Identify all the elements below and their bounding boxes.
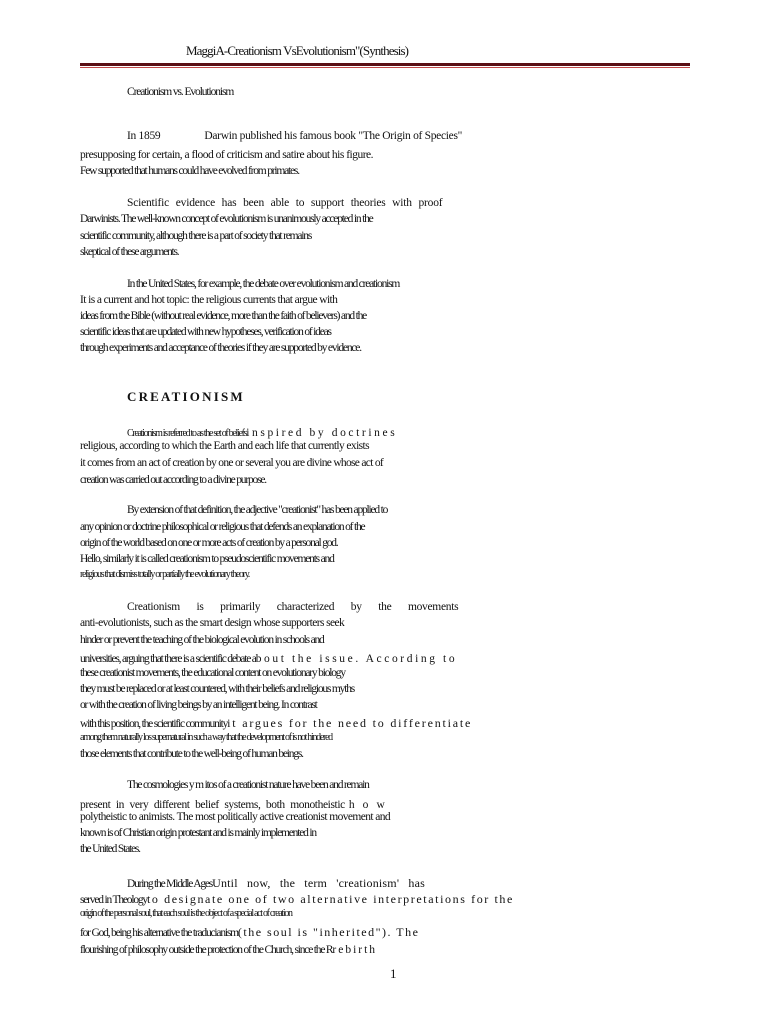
creationism-p1-line1-b: inspired by doctrines [246,427,398,439]
creationism-p5-line5-a: flourishing of philosophy outside the protection of the Church, since the R [80,944,333,956]
creationism-p3-line4 [80,649,457,667]
creationism-p5-line5 [80,940,377,958]
creationism-p3-line3: hinder or prevent the teaching of the biological evolution in schools and [80,634,324,646]
creationism-p4-line1: The cosmologies y m itos of a creationist nature have been and remain [127,779,369,791]
header-rule-accent [80,67,690,68]
intro-p1-line2: presupposing for certain, a flood of criticism and satire about his figure. [80,149,374,161]
creationism-p3-line8-b: it argues for the need to differentiate [227,716,473,730]
creationism-p5-line2-b: to designate one of two alternative interpretations for the [146,892,514,906]
creationism-p3-line6: they must be replaced or at least countered, with their beliefs and religious myths [80,683,355,695]
creationism-p2-line3: origin of the world based on one or more acts of creation by a personal god. [80,537,338,549]
intro-p3-line3: ideas from the Bible (without real evidence, more than the faith of believers) and the [80,310,367,322]
intro-p1-line1 [127,130,462,142]
creationism-p3-line5: these creationist movements, the educational content on evolutionary biology [80,667,345,679]
intro-p3-line4: scientific ideas that are updated with new hypotheses, verification of ideas [80,326,331,338]
creationism-p2-line5: religious that dismiss totally or partially the evolutionary theory. [80,569,249,580]
intro-p3-line2: It is a current and hot topic: the religious currents that argue with [80,294,338,306]
page-number: 1 [390,966,397,981]
creationism-p3-line8-a: with this position, the scientific community [80,718,228,730]
creationism-p2-line4: Hello, similarly it is called creationism to pseudoscientific movements and [80,553,334,565]
document-title: Creationism vs. Evolutionism [127,86,234,98]
creationism-p2-line2: any opinion or doctrine philosophical or religious that defends an explanation of the [80,521,365,533]
creationism-p1-line2: religious, according to which the Earth and each life that currently exists [80,440,370,452]
creationism-p1-line1 [127,423,397,441]
creationism-p1-line1-a: Creationism is referred to as the set of beliefs [127,428,247,439]
intro-p1-rest: Darwin published his famous book "The Origin of Species" [204,130,463,142]
creationism-p5-line2 [80,890,514,908]
creationism-p5-line1-b: Until now, the term 'creationism' has [212,876,425,890]
intro-p2-line4: skeptical of these arguments. [80,246,179,258]
creationism-p3-line1: Creationism is primarily characterized by the movements [127,601,459,613]
intro-p2-line1: Scientific evidence has been able to support theories with proof [127,197,443,209]
creationism-p3-line8 [80,714,472,732]
section-heading-creationism: CREATIONISM [127,389,245,404]
creationism-p3-line4-a: universities, arguing that there is a scientific debate a [80,653,256,665]
intro-p2-line3: scientific community, although there is a part of society that remains [80,230,312,242]
creationism-p3-line7: or with the creation of living beings by an intelligent being. In contrast [80,699,317,711]
running-header: MaggiA-Creationism VsEvolutionism"(Synthesis) [186,43,409,58]
creationism-p3-line9: among them naturally los supernatural in such a way that the development of is not hindered [80,732,332,743]
creationism-p1-line3: it comes from an act of creation by one or several you are divine whose act of [80,457,384,469]
creationism-p4-line3: polytheistic to animists. The most politically active creationist movement and [80,811,391,823]
creationism-p4-line2-a: present in very different belief systems, both monotheistic [80,799,345,811]
creationism-p5-line5-b: rebirth [332,944,378,956]
intro-p3-line5: through experiments and acceptance of theories if they are supported by evidence. [80,342,361,354]
creationism-p5-line4 [80,923,419,941]
intro-p1-line3: Few supported that humans could have evolved from primates. [80,165,299,177]
intro-p2-line2: Darwinists. The well-known concept of evolutionism is unanimously accepted in the [80,213,373,225]
creationism-p5-line1-a: During the Middle Ages [127,878,213,890]
creationism-p5-line3: origin of the personal soul, that each soul is the object of a special act of creation [80,908,292,919]
intro-p3-line1: In the United States, for example, the debate over evolutionism and creationism [127,278,400,290]
creationism-p4-line5: the United States. [80,843,140,855]
creationism-p5-line2-a: served in Theology [80,894,147,906]
creationism-p3-line10: those elements that contribute to the well-being of human beings. [80,748,303,760]
creationism-p3-line2: anti-evolutionists, such as the smart design whose supporters seek [80,617,345,629]
header-rule [80,63,690,66]
creationism-p4-line2-b: h o w [348,799,388,811]
intro-p1-year: In 1859 [127,130,161,142]
creationism-p5-line4-a: for God, being his alternative the traducianism [80,927,238,939]
creationism-p4-line4: known is of Christian origin protestant and is mainly implemented in [80,827,316,839]
creationism-p3-line4-b: bout the issue. According to [255,653,458,665]
creationism-p2-line1: By extension of that definition, the adjective "creationist" has been applied to [127,504,388,516]
creationism-p5-line4-b: (the soul is "inherited"). The [237,925,420,939]
creationism-p1-line4: creation was carried out according to a divine purpose. [80,474,266,486]
